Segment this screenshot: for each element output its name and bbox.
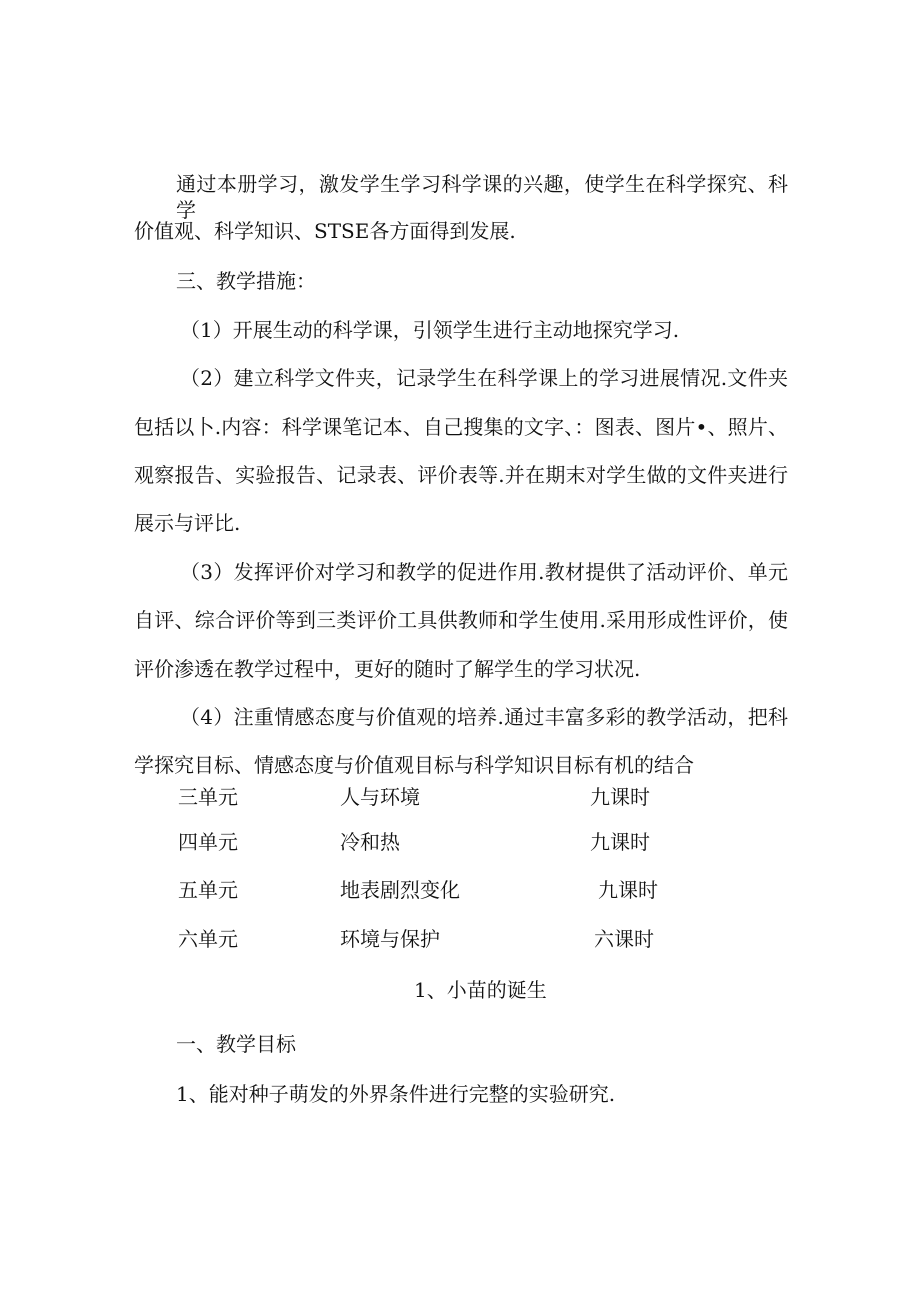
- unit-name: 三单元: [178, 785, 238, 809]
- unit-name: 四单元: [178, 830, 238, 854]
- measure-item-4-line: 学探究目标、情感态度与价值观目标与科学知识目标有机的结合: [134, 753, 694, 777]
- unit-topic: 地表剧烈变化: [340, 878, 460, 902]
- unit-topic: 冷和热: [340, 830, 400, 854]
- measure-item-2-line: 包括以卜.内容：科学课笔记本、自己搜集的文字、：图表、图片•、照片、: [134, 415, 788, 439]
- measure-item-2-line: （2）建立科学文件夹，记录学生在科学课上的学习进展情况.文件夹: [180, 366, 788, 390]
- unit-hours: 九课时: [590, 830, 650, 854]
- measure-item-2-line: 观察报告、实验报告、记录表、评价表等.并在期末对学生做的文件夹进行: [134, 463, 788, 487]
- objectives-heading: 一、教学目标: [176, 1032, 296, 1056]
- intro-paragraph-line: 通过本册学习，激发学生学习科学课的兴趣，使学生在科学探究、科学: [176, 172, 788, 222]
- measure-item-4-line: （4）注重情感态度与价值观的培养.通过丰富多彩的教学活动，把科: [180, 705, 788, 729]
- unit-name: 六单元: [178, 927, 238, 951]
- measure-item-3-line: 评价渗透在教学过程中，更好的随时了解学生的学习状况.: [134, 657, 641, 681]
- unit-hours: 九课时: [590, 785, 650, 809]
- measure-item-3-line: 自评、综合评价等到三类评价工具供教师和学生使用.采用形成性评价，使: [134, 608, 788, 632]
- intro-paragraph-line: 价值观、科学知识、STSE各方面得到发展.: [134, 219, 516, 243]
- unit-hours: 六课时: [594, 927, 654, 951]
- measure-item-1: （1）开展生动的科学课，引领学生进行主动地探究学习.: [180, 318, 680, 342]
- section-heading: 三、教学措施：: [176, 269, 316, 293]
- measure-item-3-line: （3）发挥评价对学习和教学的促进作用.教材提供了活动评价、单元: [180, 560, 788, 584]
- unit-name: 五单元: [178, 878, 238, 902]
- unit-topic: 环境与保护: [340, 927, 440, 951]
- lesson-title: 1、小苗的诞生: [414, 978, 547, 1002]
- unit-topic: 人与环境: [340, 785, 420, 809]
- unit-hours: 九课时: [598, 878, 658, 902]
- objective-item-1: 1、能对种子萌发的外界条件进行完整的实验研究.: [176, 1082, 616, 1106]
- measure-item-2-line: 展示与评比.: [134, 511, 241, 535]
